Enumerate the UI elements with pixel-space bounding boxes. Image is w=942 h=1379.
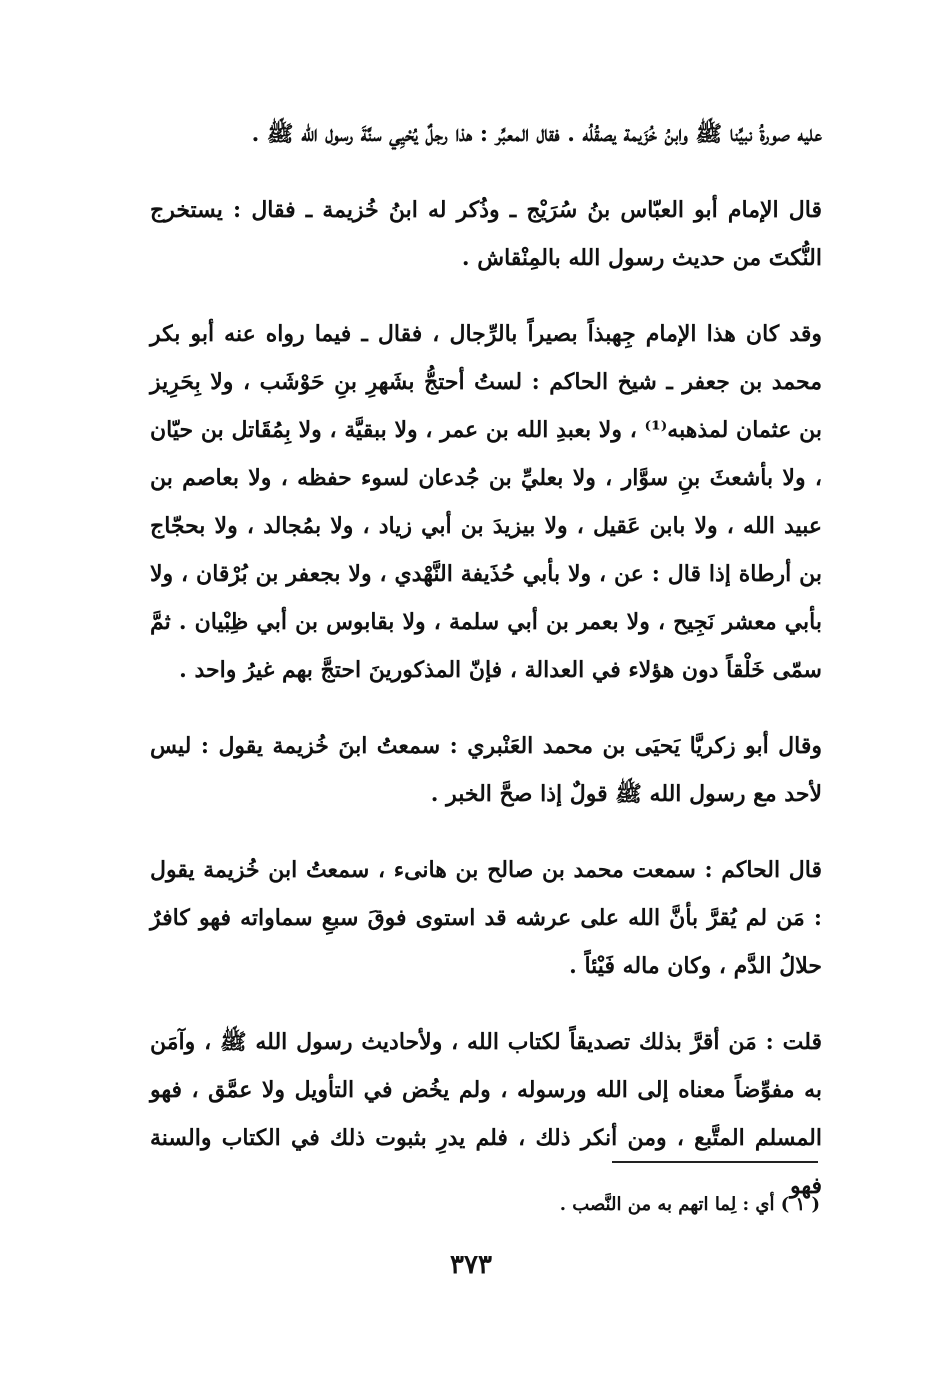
- footnote: ( ١ ) أي : لِما اتهم به من النَّصب .: [559, 1194, 820, 1215]
- paragraph-2: قال الإمام أبو العبّاس بنُ سُرَيْج ـ وذُكر له ابنُ خُزيمة ـ فقال : يستخرج النُّكتَ من حديث رسول الله بالمِنْقاش .: [150, 197, 822, 271]
- page-body: [150, 110, 822, 1238]
- paragraph-1: عليه صورةُ نبيِّنا ﷺ وابنُ خُزَيمة يصقُلُه . فقال المعبِّر : هذا رجلٌ يُحْيِي سنَّةَ رسول الله ﷺ .: [251, 121, 822, 147]
- paragraph-4: وقال أبو زكريَّا يَحيَى بن محمد العَنْبري : سمعتُ ابنَ خُزيمة يقول : ليس لأحد مع رسول الله ﷺ قولٌ إذا صحَّ الخبر .: [150, 733, 822, 807]
- paragraph-3: وقد كان هذا الإمام جِهبذاً بصيراً بالرِّجال ، فقال ـ فيما رواه عنه أبو بكر محمد بن جعفر ـ شيخ الحاكم : لستُ أحتجُّ بشَهرِ بنِ حَوْشَب ، ولا بِحَرِيز بن عثمان لمذهبه⁽¹⁾ ، ولا بعبدِ الله بن عمر ، ولا ببقيَّة ، ولا بِمُقَاتل بن حيّان ، ولا بأشعثَ بنِ سوَّار ، ولا بعليِّ بن جُدعان لسوء حفظه ، ولا بعاصم بن عبيد الله ، ولا بابن عَقيل ، ولا بيزيدَ بن أبي زياد ، ولا بمُجالد ، ولا بحجّاج بن أرطاة إذا قال : عن ، ولا بأبي حُذَيفة النَّهْدي ، ولا بجعفر بن بُرْقان ، ولا بأبي معشر نَجِيح ، ولا بعمر بن أبي سلمة ، ولا بقابوس بن أبي ظِبْيان . ثمَّ سمّى خَلْقاً دون هؤلاء في العدالة ، فإنّ المذكورينَ احتجَّ بهم غيرُ واحد .: [150, 321, 822, 683]
- paragraph-6: قلت : مَن أقرَّ بذلك تصديقاً لكتاب الله ، ولأحاديث رسول الله ﷺ ، وآمَن به مفوِّضاً معناه إلى الله ورسوله ، ولم يخُض في التأويل ولا عمَّق ، فهو المسلم المتَّبع ، ومن أنكر ذلك ، فلم يدرِ بثبوت ذلك في الكتاب والسنة فهو: [150, 1029, 822, 1199]
- page-number: ٣٧٣: [450, 1250, 492, 1280]
- footnote-divider: [612, 1161, 818, 1163]
- paragraph-5: قال الحاكم : سمعت محمد بن صالح بن هانىء ، سمعتُ ابن خُزيمة يقول : مَن لم يُقرَّ بأنَّ الله على عرشه قد استوى فوقَ سبعِ سماواته فهو كافرٌ حلالُ الدَّم ، وكان ماله فَيْئاً .: [150, 857, 822, 979]
